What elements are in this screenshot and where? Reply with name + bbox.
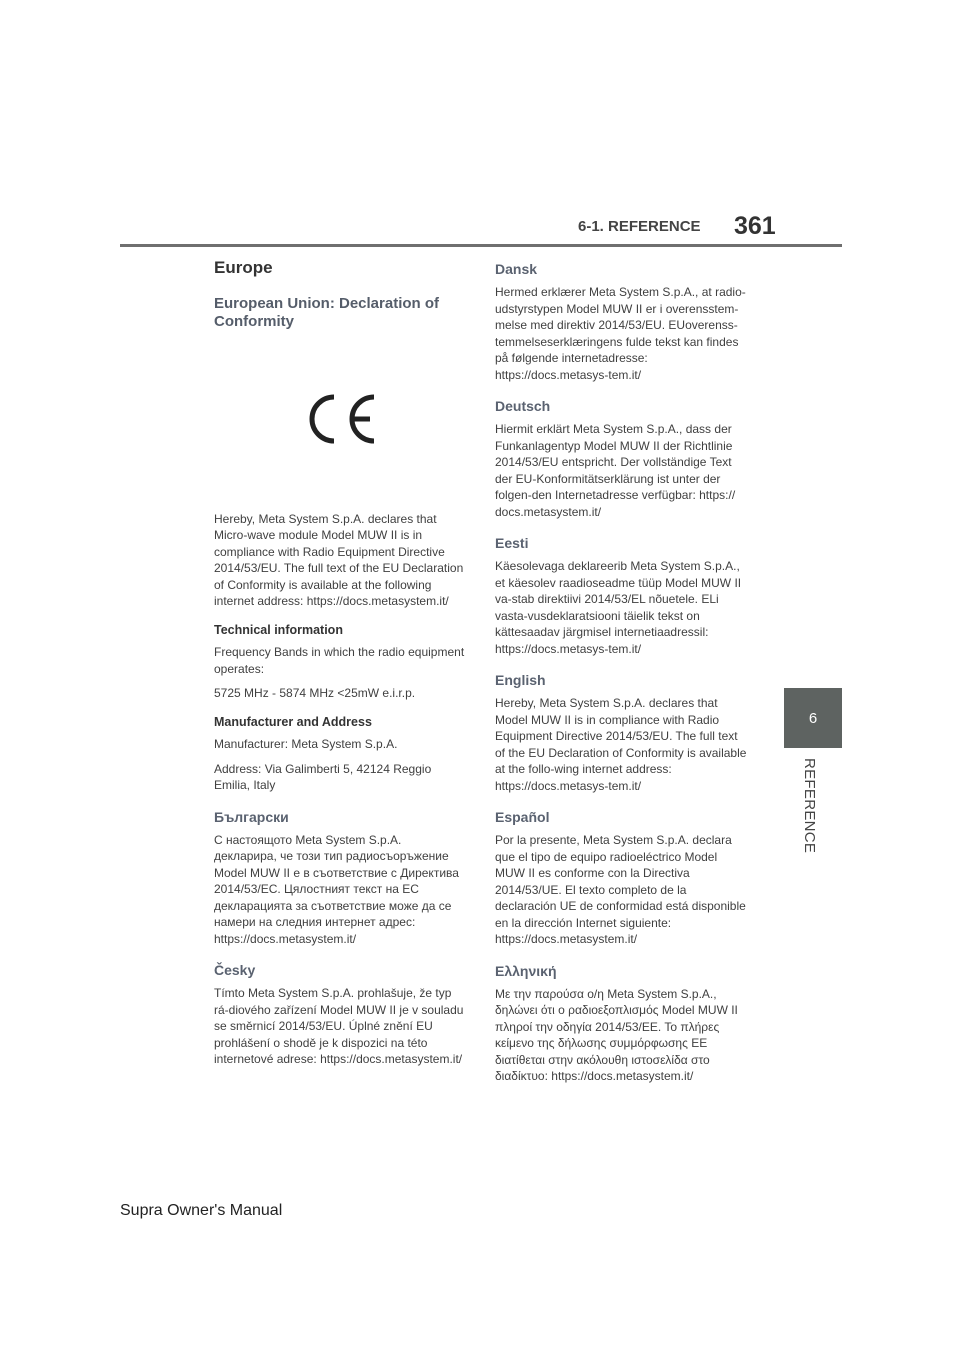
ce-mark xyxy=(214,359,466,479)
page-number: 361 xyxy=(734,212,776,240)
europe-title: Europe xyxy=(214,258,273,277)
danish-title: Dansk xyxy=(495,261,538,277)
english-title: English xyxy=(495,672,546,688)
greek-text: Με την παρούσα ο/η Meta System S.p.A., δηλώνει ότι ο ραδιοεξοπλισμός Model MUW II πληροί την οδηγία 2014/53/ΕΕ. Το πλήρες κείμενο της δήλωσης συμμόρφωσης ΕΕ διατίθεται στην ακόλουθη ιστοσελίδα στο διαδίκτυο: https://docs.metasystem.it/ xyxy=(495,986,738,1083)
manufacturer-text: Manufacturer: Meta System S.p.A. xyxy=(214,737,398,751)
spanish-title: Español xyxy=(495,809,550,825)
technical-info-title: Technical information xyxy=(214,622,343,637)
estonian-title: Eesti xyxy=(495,535,529,551)
german-title: Deutsch xyxy=(495,398,551,414)
right-column xyxy=(495,260,747,1085)
czech-text: Tímto Meta System S.p.A. prohlašuje, že typ rá-diového zařízení Model MUW II je v souladu se směrnicí 2014/53/EU. Úplné znění EU prohlášení o shodě je k dispozici na této internetové adrese: https://docs.metasystem.it/ xyxy=(214,986,464,1066)
greek-title: Ελληνική xyxy=(495,962,557,979)
header-rule xyxy=(120,244,842,247)
bulgarian-text: С настоящото Meta System S.p.A. декларира, че този тип радиосъоръжение Model MUW II е в съответствие с Директива 2014/53/ЕС. Цялостният текст на ЕС декларацията за съответствие може да се намери на следния интернет адрес: https://docs.metasystem.it/ xyxy=(214,832,459,946)
footer-manual-title: Supra Owner's Manual xyxy=(120,1202,283,1219)
section-header: 6-1. REFERENCE xyxy=(578,218,701,235)
bulgarian-title: Български xyxy=(214,808,289,825)
frequency-text: 5725 MHz - 5874 MHz <25mW e.i.r.p. xyxy=(214,686,416,700)
manufacturer-title: Manufacturer and Address xyxy=(214,714,372,729)
czech-title: Česky xyxy=(214,962,256,978)
ce-mark-icon xyxy=(300,389,380,449)
german-text: Hiermit erklärt Meta System S.p.A., dass der Funkanlagentyp Model MUW II der Richtlinie 2014/53/EU entspricht. Der vollständige Text der EU-Konformitätserklärung ist unter der folgen-den Internetadresse verfügbar: https:// docs.metasystem.it/ xyxy=(495,422,736,519)
eu-declaration-title: European Union: Declaration of Conformity xyxy=(214,294,440,330)
chapter-tab[interactable]: 6 xyxy=(784,688,842,748)
danish-text: Hermed erklærer Meta System S.p.A., at radio-udstyrstypen Model MUW II er i overensstem-melse med direktiv 2014/53/EU. EUoverenss-temmelseserklæringens fulde tekst kan findes på følgende internetadresse: https://docs.metasys-tem.it/ xyxy=(495,285,746,382)
address-text: Address: Via Galimberti 5, 42124 Reggio Emilia, Italy xyxy=(214,761,432,792)
estonian-text: Käesolevaga deklareerib Meta System S.p.A., et käesolev raadioseadme tüüp Model MUW II va-stab direktiivi 2014/53/EL nõuetele. ELi vasta-vusdeklaratsiooni täielik tekst on kättesaadav järgmisel internetiaadressil: https://docs.metasys-tem.it/ xyxy=(495,559,742,656)
eu-intro-text: Hereby, Meta System S.p.A. declares that Micro-wave module Model MUW II is in compliance with Radio Equipment Directive 2014/53/EU. The full text of the EU Declaration of Conformity is available at the following internet address: https://docs.metasystem.it/ xyxy=(214,511,464,608)
chapter-label: REFERENCE xyxy=(801,758,818,854)
spanish-text: Por la presente, Meta System S.p.A. declara que el tipo de equipo radioeléctrico Model MUW II es conforme con la Directiva 2014/53/UE. El texto completo de la declaración UE de conformidad está disponible en la dirección Internet siguiente: https://docs.metasystem.it/ xyxy=(495,833,746,946)
left-column xyxy=(214,260,466,1068)
english-text: Hereby, Meta System S.p.A. declares that Model MUW II is in compliance with Radio Equipment Directive 2014/53/EU. The full text of the EU Declaration of Conformity is available at the follo-wing internet address: https://docs.metasys-tem.it/ xyxy=(495,696,747,793)
technical-info-text: Frequency Bands in which the radio equipment operates: xyxy=(214,645,465,676)
